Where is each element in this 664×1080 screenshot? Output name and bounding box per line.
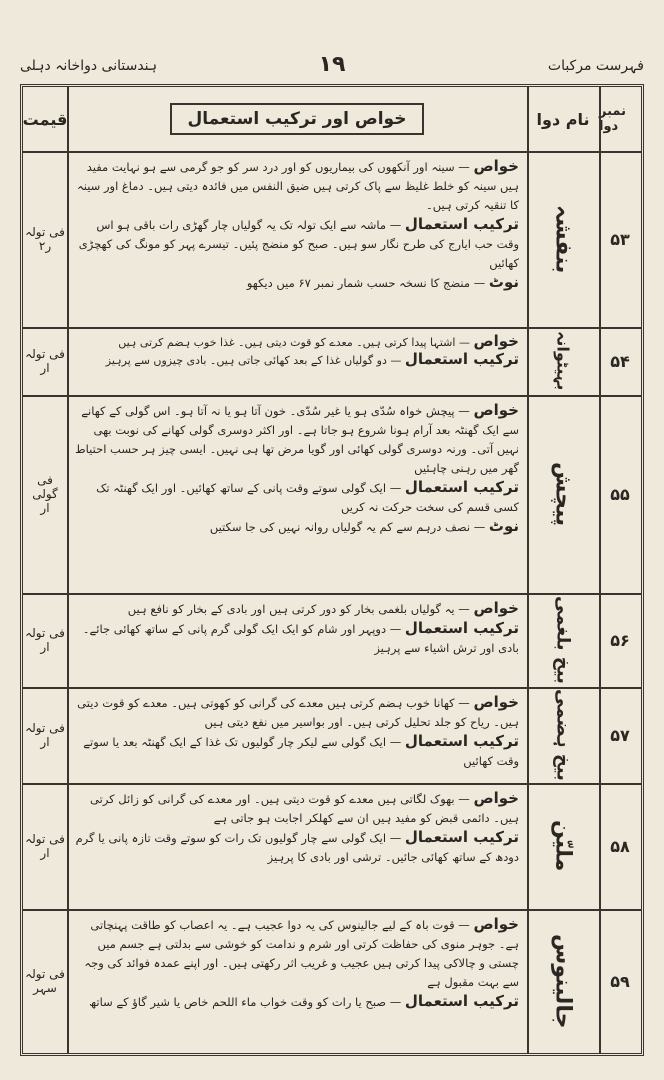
price-unit: فی تولہ [25, 347, 65, 361]
price-value: ار [40, 640, 50, 654]
price-value: سہر [33, 981, 57, 995]
tarkib-label: ترکیب استعمال [404, 478, 519, 496]
tarkib-text: ایک گولی سے لیکر چار گولیوں تک غذا کے ایک گھنٹہ بعد یا سوتے وقت کھائیں [83, 735, 519, 768]
medicine-number: ۵۵ [610, 484, 630, 504]
table-row [23, 395, 641, 595]
table-row [23, 783, 641, 911]
page-header [20, 52, 644, 84]
medicine-number: ۵۷ [610, 725, 630, 745]
medicine-description: خواص — قوت باہ کے لیے جالینوس کی یہ دوا عجیب ہے۔ یہ اعصاب کو طاقت پہنچاتی ہے۔ جوہر منوی کی حفاظت کرتی اور شرم و ندامت کو خوشی سے بدلتی ہے جسم میں چستی و چالاکی پیدا کرتی ہیں عجیب و غریب اثر رکھتی ہیں۔ اور اپنے عمدہ فوائد کی وجہ سے بہت مقبول ہے ترکیب استعمال — صبح یا رات کو وقت خواب ماء اللحم خاص یا شیر گاؤ کے ساتھ [84, 915, 519, 1010]
medicine-price [23, 327, 67, 395]
description-title: خواص اور ترکیب استعمال [170, 103, 425, 135]
khawas-label: خواص [473, 401, 519, 419]
table-row [23, 327, 641, 397]
note-text: نصف درہم سے کم یہ گولیاں روانہ نہیں کی جا سکتیں [209, 520, 471, 534]
medicine-description: خواص — پیچش خواہ سُدّی ہو یا غیر سُدّی۔ خون آتا ہو یا نہ آتا ہو۔ اس گولی کے کھانے سے ایک گھنٹہ بعد آرام ہونا شروع ہو جاتا ہے۔ اور اکثر دوسری گولی کھانے کی نوبت بھی نہیں آتی۔ ورنہ دوسری گولی کھائی اور گویا مرض تھا ہی نہیں۔ ایسی چیز ہر حسب احتیاط گھر میں رہنی چاہئیں ترکیب استعمال — ایک گولی سوتے وقت پانی کے ساتھ کھائیں۔ اور ایک گھنٹہ تک کسی قسم کی سخت حرکت نہ کریں نوٹ — نصف درہم سے کم یہ گولیاں روانہ نہیں کی جا سکتیں [75, 401, 519, 535]
medicine-price [23, 395, 67, 593]
price-unit: فی تولہ [25, 626, 65, 640]
column-header-price: قیمت [23, 87, 67, 153]
medicine-description: خواص — اشتہا پیدا کرتی ہیں۔ معدے کو قوت دیتی ہیں۔ غذا خوب ہضم کرتی ہیں ترکیب استعمال — دو گولیاں غذا کے بعد کھائی جاتی ہیں۔ بادی چیزوں سے پرہیز [105, 332, 519, 368]
column-header-name: نام دوا [527, 87, 599, 153]
page-number: ١٩ [318, 52, 346, 77]
note-text: منضج کا نسخہ حسب شمار نمبر ۶۷ میں دیکھو [246, 276, 471, 290]
khawas-text: بھوک لگاتی ہیں معدے کو قوت دیتی ہیں۔ اور معدے کی گرانی کو زائل کرتی ہیں۔ دائمی قبض کو مفید ہیں ان سے کھلکر اجابت ہو جاتی ہے [90, 792, 519, 825]
tarkib-label: ترکیب استعمال [404, 992, 519, 1010]
price-unit: فی گولی [32, 473, 58, 501]
khawas-label: خواص [473, 789, 519, 807]
khawas-text: کھانا خوب ہضم کرتی ہیں معدے کی گرانی کو کھوتی ہیں۔ معدے کو قوت دیتی ہیں۔ ریاح کو جلد تحلیل کرتی ہیں۔ اور بواسیر میں نفع دیتی ہیں [77, 696, 519, 729]
tarkib-text: ماشہ سے ایک تولہ تک یہ گولیاں چار گھڑی رات باقی ہو اس وقت حب ایارج کی طرح نگار سو ہیں۔ صبح کو منضج پئیں۔ تیسرے پہر کو مونگ کی کھچڑی کھائیں [78, 218, 519, 270]
medicine-number: ۵۴ [610, 351, 630, 371]
medicine-description: خواص — یہ گولیاں بلغمی بخار کو دور کرتی ہیں اور بادی کے بخار کو نافع ہیں ترکیب استعمال — دوپہر اور شام کو ایک ایک گولی گرم پانی کے ساتھ کھائی جائے۔ بادی اور ترش اشیاء سے پرہیز [82, 599, 519, 655]
price-unit: فی تولہ [25, 721, 65, 735]
medicine-price [23, 909, 67, 1053]
medicine-price [23, 593, 67, 687]
price-unit: فی تولہ [25, 967, 65, 981]
price-value: ار [40, 501, 50, 515]
medicine-name: بنفشہ [550, 204, 576, 274]
medicine-name: ملیّن [550, 820, 576, 872]
price-value: ار [40, 846, 50, 860]
tarkib-label: ترکیب استعمال [404, 732, 519, 750]
medicine-number: ۵۹ [610, 971, 630, 991]
price-unit: فی تولہ [25, 832, 65, 846]
tarkib-text: صبح یا رات کو وقت خواب ماء اللحم خاص یا شیر گاؤ کے ساتھ [89, 995, 387, 1009]
price-value: ار [40, 735, 50, 749]
tarkib-text: ایک گولی سوتے وقت پانی کے ساتھ کھائیں۔ اور ایک گھنٹہ تک کسی قسم کی سخت حرکت نہ کریں [96, 481, 519, 514]
khawas-text: پیچش خواہ سُدّی ہو یا غیر سُدّی۔ خون آتا ہو یا نہ آتا ہو۔ اس گولی کے کھانے سے ایک گھنٹہ بعد آرام ہونا شروع ہو جاتا ہے۔ اور اکثر دوسری گولی کھانے کی نوبت بھی نہیں آتی۔ ورنہ دوسری گولی کھائی اور گویا مرض تھا ہی نہیں۔ ایسی چیز ہر حسب احتیاط گھر میں رہنی چاہئیں [75, 404, 519, 475]
medicine-price [23, 687, 67, 783]
khawas-text: سینہ اور آنکھوں کی بیماریوں کو اور درد سر کو جو گرمی سے ہو نہایت مفید ہیں سینہ کو خلط غلیظ سے پاک کرتی ہیں ضیق النفس میں فائدہ دیتی ہیں۔ دماغ اور سینہ کا تنقیہ کرتی ہیں۔ [77, 160, 519, 212]
table-row [23, 151, 641, 329]
tarkib-label: ترکیب استعمال [404, 350, 519, 368]
khawas-text: قوت باہ کے لیے جالینوس کی یہ دوا عجیب ہے۔ یہ اعصاب کو طاقت پہنچاتی ہے۔ جوہر منوی کی حفاظت کرتی اور شرم و ندامت کو خوشی سے بدلتی ہے جسم میں چستی و چالاکی پیدا کرتی ہیں عجیب و غریب اثر رکھتی ہیں۔ اور اپنے عمدہ فوائد کی وجہ سے بہت مقبول ہے [84, 918, 519, 989]
column-header-description [67, 87, 527, 153]
medicine-number: ۵۳ [610, 229, 630, 249]
note-label: نوٹ [488, 273, 519, 291]
price-unit: فی تولہ [25, 225, 65, 239]
medicine-name: جالینوس [550, 933, 576, 1029]
price-value: ار [40, 361, 50, 375]
medicine-name: بیخ ہضمی [552, 689, 574, 781]
khawas-label: خواص [473, 599, 519, 617]
medicine-description: خواص — سینہ اور آنکھوں کی بیماریوں کو اور درد سر کو جو گرمی سے ہو نہایت مفید ہیں سینہ کو خلط غلیظ سے پاک کرتی ہیں ضیق النفس میں فائدہ دیتی ہیں۔ دماغ اور سینہ کا تنقیہ کرتی ہیں۔ ترکیب استعمال — ماشہ سے ایک تولہ تک یہ گولیاں چار گھڑی رات باقی ہو اس وقت حب ایارج کی طرح نگار سو ہیں۔ صبح کو منضج پئیں۔ تیسرے پہر کو مونگ کی کھچڑی کھائیں نوٹ — منضج کا نسخہ حسب شمار نمبر ۶۷ میں دیکھو [77, 157, 519, 291]
medicine-name: بہیٹوانہ [553, 331, 573, 391]
khawas-label: خواص [473, 915, 519, 933]
medicine-price [23, 783, 67, 909]
note-label: نوٹ [488, 517, 519, 535]
tarkib-label: ترکیب استعمال [404, 828, 519, 846]
tarkib-text: دو گولیاں غذا کے بعد کھائی جاتی ہیں۔ بادی چیزوں سے پرہیز [105, 354, 387, 367]
table-row [23, 909, 641, 1053]
medicine-description: خواص — کھانا خوب ہضم کرتی ہیں معدے کی گرانی کو کھوتی ہیں۔ معدے کو قوت دیتی ہیں۔ ریاح کو جلد تحلیل کرتی ہیں۔ اور بواسیر میں نفع دیتی ہیں ترکیب استعمال — ایک گولی سے لیکر چار گولیوں تک غذا کے ایک گھنٹہ بعد یا سوتے وقت کھائیں [77, 693, 519, 768]
table-row [23, 593, 641, 689]
medicine-name: بیخ بلغمی [552, 596, 574, 684]
column-header-number: نمبر دوا [599, 87, 641, 153]
tarkib-label: ترکیب استعمال [404, 619, 519, 637]
khawas-label: خواص [473, 332, 519, 350]
medicine-description: خواص — بھوک لگاتی ہیں معدے کو قوت دیتی ہیں۔ اور معدے کی گرانی کو زائل کرتی ہیں۔ دائمی قبض کو مفید ہیں ان سے کھلکر اجابت ہو جاتی ہے ترکیب استعمال — ایک گولی سے چار گولیوں تک رات کو سوتے وقت تازہ پانی یا گرم دودھ کے ساتھ کھائی جائیں۔ ترشی اور بادی کا پرہیز [75, 789, 519, 864]
medicine-table [20, 84, 644, 1056]
publisher-name: ہندستانی دواخانہ دہلی [20, 58, 158, 74]
medicine-number: ۵۸ [610, 836, 630, 856]
table-row [23, 687, 641, 785]
tarkib-text: دوپہر اور شام کو ایک ایک گولی گرم پانی کے ساتھ کھائی جائے۔ بادی اور ترش اشیاء سے پرہیز [82, 622, 519, 655]
tarkib-label: ترکیب استعمال [404, 215, 519, 233]
khawas-text: اشتہا پیدا کرتی ہیں۔ معدے کو قوت دیتی ہیں۔ غذا خوب ہضم کرتی ہیں [118, 336, 456, 349]
khawas-label: خواص [473, 693, 519, 711]
catalog-title: فہرست مرکبات [547, 58, 644, 74]
price-value: ۲ر [38, 239, 52, 253]
khawas-label: خواص [473, 157, 519, 175]
medicine-number: ۵۶ [610, 630, 630, 650]
tarkib-text: ایک گولی سے چار گولیوں تک رات کو سوتے وقت تازہ پانی یا گرم دودھ کے ساتھ کھائی جائیں۔ ترشی اور بادی کا پرہیز [75, 831, 519, 864]
medicine-price [23, 151, 67, 327]
khawas-text: یہ گولیاں بلغمی بخار کو دور کرتی ہیں اور بادی کے بخار کو نافع ہیں [127, 602, 455, 616]
medicine-name: پیچش [550, 461, 576, 527]
